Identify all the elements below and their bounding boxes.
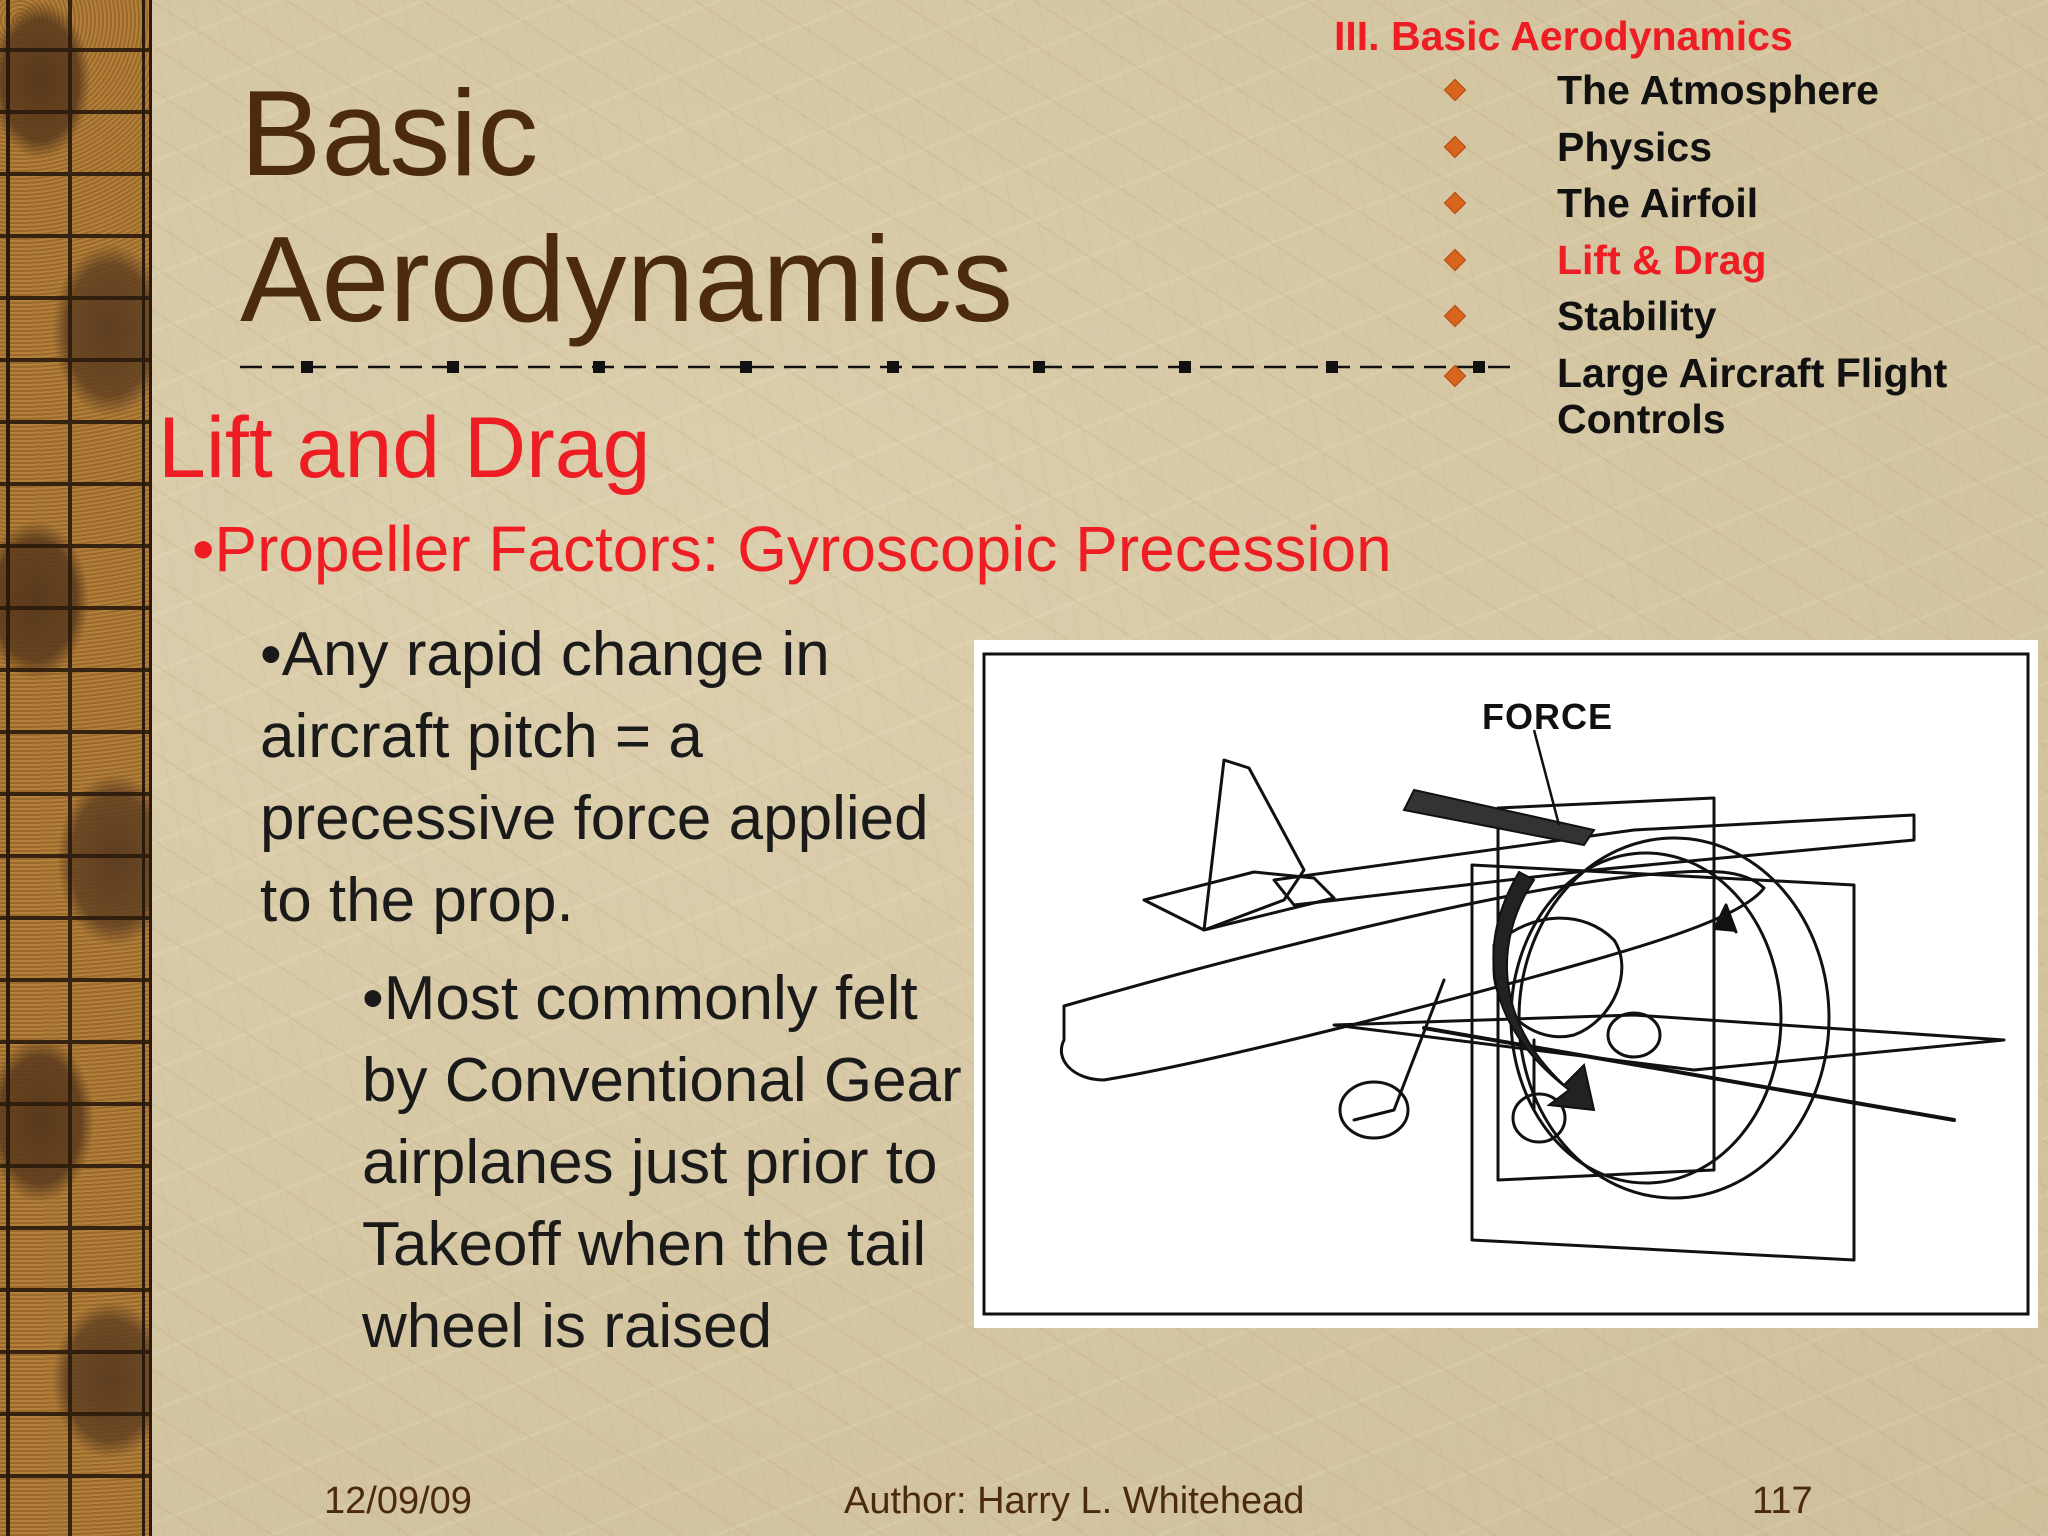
outline-item-physics[interactable]: [1334, 119, 2034, 176]
decorative-sidebar: [0, 0, 152, 1536]
outline-item-label: Large Aircraft Flight Controls: [1557, 349, 1948, 442]
diamond-bullet-icon: [1445, 137, 1465, 157]
outline-item-label: The Atmosphere: [1557, 67, 1879, 113]
diamond-bullet-icon: [1445, 366, 1465, 386]
outline-item-large-aircraft[interactable]: [1334, 345, 2034, 442]
airplane-illustration: [974, 640, 2038, 1328]
slide-title-line2: Aerodynamics: [240, 211, 1013, 347]
outline-item-label: Stability: [1557, 293, 1717, 339]
slide-title: [240, 60, 1013, 352]
outline-heading: III. Basic Aerodynamics: [1334, 13, 1793, 59]
gyroscopic-precession-figure: [974, 640, 2038, 1328]
sidebar-edge-right: [142, 0, 145, 1536]
sidebar-grid-pattern: [0, 0, 149, 1536]
outline-item-label: Physics: [1557, 123, 1712, 170]
footer-date: 12/09/09: [324, 1480, 472, 1522]
sidebar-edge-left: [6, 0, 10, 1536]
bullet-level2: •Any rapid change in aircraft pitch = a precessive force applied to the prop.: [260, 620, 929, 935]
bullet-level1: •Propeller Factors: Gyroscopic Precession: [192, 513, 1392, 585]
footer-author: Author: Harry L. Whitehead: [844, 1480, 1305, 1522]
section-title: Lift and Drag: [158, 400, 651, 496]
outline-item-stability[interactable]: [1334, 288, 2034, 345]
outline-item-lift-drag[interactable]: [1334, 232, 2034, 289]
outline-item-airfoil[interactable]: [1334, 175, 2034, 232]
slide-title-line1: Basic: [240, 65, 539, 201]
section-outline: [1334, 10, 2034, 442]
diamond-bullet-icon: [1445, 193, 1465, 213]
force-label: FORCE: [1482, 696, 1613, 737]
diamond-bullet-icon: [1445, 250, 1465, 270]
diamond-bullet-icon: [1445, 80, 1465, 100]
outline-list: [1334, 62, 2034, 442]
footer-page-number: 117: [1752, 1480, 1813, 1522]
outline-item-label: Lift & Drag: [1557, 236, 1767, 283]
bullet-level3: •Most commonly felt by Conventional Gear airplanes just prior to Takeoff when the tail wheel is raised: [362, 964, 962, 1361]
diamond-bullet-icon: [1445, 306, 1465, 326]
outline-item-atmosphere[interactable]: [1334, 62, 2034, 119]
outline-item-label: The Airfoil: [1557, 180, 1759, 226]
title-divider: [240, 352, 1520, 382]
